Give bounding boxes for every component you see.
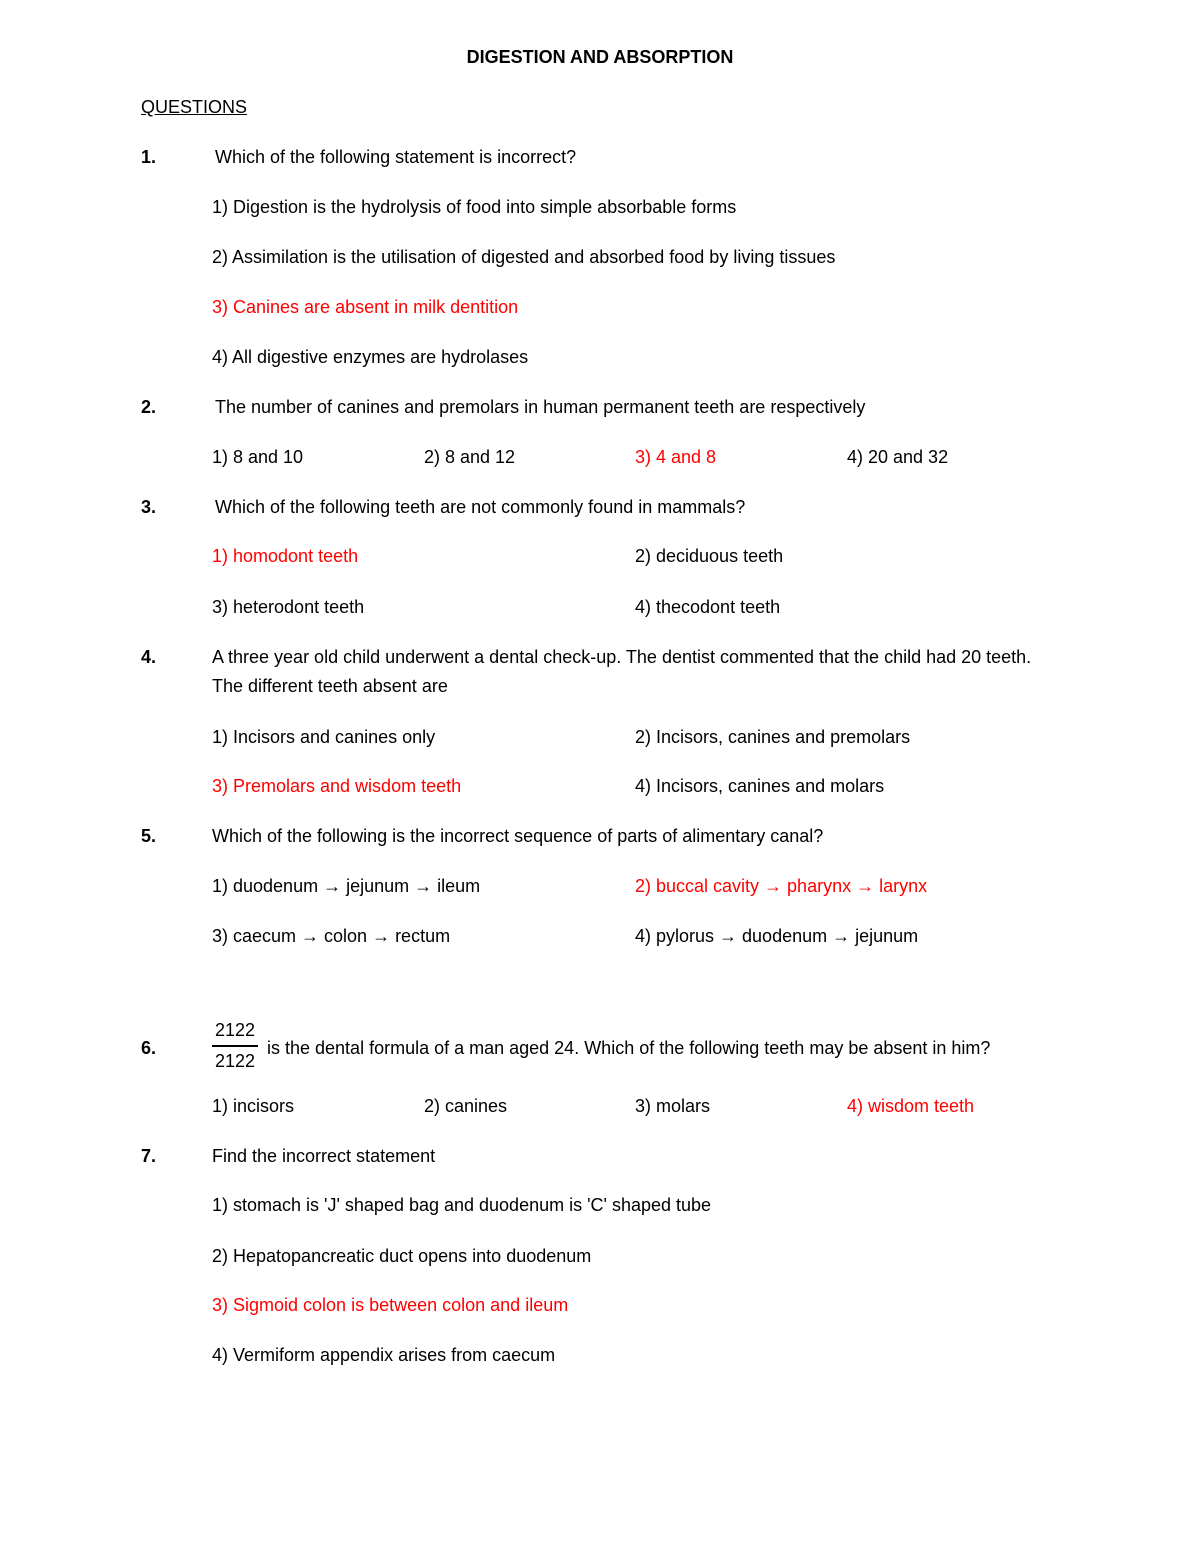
question-number: 5. bbox=[141, 826, 157, 846]
fraction-denominator: 2122 bbox=[214, 1051, 256, 1071]
option-2: 2) deciduous teeth bbox=[635, 546, 784, 566]
question-number: 4. bbox=[141, 647, 157, 667]
dental-formula-fraction bbox=[212, 1020, 258, 1072]
question-text: Which of the following teeth are not commonly found in mammals? bbox=[215, 497, 746, 517]
option-2: 2) canines bbox=[424, 1096, 508, 1116]
question-text: The number of canines and premolars in human permanent teeth are respectively bbox=[215, 397, 866, 417]
question-number: 1. bbox=[141, 147, 157, 167]
option-4: 4) pylorus → duodenum → jejunum bbox=[635, 926, 919, 946]
fraction-numerator: 2122 bbox=[212, 1020, 258, 1047]
option-4: 4) All digestive enzymes are hydrolases bbox=[212, 347, 529, 367]
option-1: 1) Digestion is the hydrolysis of food into simple absorbable forms bbox=[212, 197, 737, 217]
question-text: Which of the following is the incorrect sequence of parts of alimentary canal? bbox=[212, 826, 824, 846]
option-2: 2) Incisors, canines and premolars bbox=[635, 727, 911, 747]
option-3-correct: 3) Canines are absent in milk dentition bbox=[212, 297, 519, 317]
option-3-correct: 3) 4 and 8 bbox=[635, 447, 717, 467]
option-1: 1) stomach is 'J' shaped bag and duodenum is 'C' shaped tube bbox=[212, 1195, 712, 1215]
option-3: 3) caecum → colon → rectum bbox=[212, 926, 451, 946]
option-4: 4) Vermiform appendix arises from caecum bbox=[212, 1345, 556, 1365]
question-text: is the dental formula of a man aged 24. Which of the following teeth may be absent in him? bbox=[267, 1038, 991, 1058]
option-3-correct: 3) Sigmoid colon is between colon and ileum bbox=[212, 1295, 569, 1315]
option-4: 4) thecodont teeth bbox=[635, 597, 781, 617]
option-4: 4) 20 and 32 bbox=[847, 447, 949, 467]
question-number: 3. bbox=[141, 497, 157, 517]
option-1: 1) 8 and 10 bbox=[212, 447, 304, 467]
option-2: 2) Assimilation is the utilisation of digested and absorbed food by living tissues bbox=[212, 247, 836, 267]
section-heading: QUESTIONS bbox=[141, 97, 248, 117]
question-text: Find the incorrect statement bbox=[212, 1146, 436, 1166]
question-number: 7. bbox=[141, 1146, 157, 1166]
option-4: 4) Incisors, canines and molars bbox=[635, 776, 885, 796]
option-3: 3) molars bbox=[635, 1096, 711, 1116]
option-1: 1) duodenum → jejunum → ileum bbox=[212, 876, 481, 896]
option-1: 1) Incisors and canines only bbox=[212, 727, 436, 747]
question-number: 2. bbox=[141, 397, 157, 417]
option-1-correct: 1) homodont teeth bbox=[212, 546, 359, 566]
document-title: DIGESTION AND ABSORPTION bbox=[466, 47, 734, 67]
option-1: 1) incisors bbox=[212, 1096, 295, 1116]
option-2: 2) 8 and 12 bbox=[424, 447, 516, 467]
question-number: 6. bbox=[141, 1038, 157, 1058]
option-3: 3) heterodont teeth bbox=[212, 597, 365, 617]
option-4-correct: 4) wisdom teeth bbox=[847, 1096, 975, 1116]
question-text: Which of the following statement is incorrect? bbox=[215, 147, 577, 167]
option-2-correct: 2) buccal cavity → pharynx → larynx bbox=[635, 876, 928, 896]
question-text: A three year old child underwent a dental check-up. The dentist commented that the child had 20 teeth. The different teeth absent are bbox=[212, 647, 1032, 696]
option-2: 2) Hepatopancreatic duct opens into duodenum bbox=[212, 1246, 592, 1266]
option-3-correct: 3) Premolars and wisdom teeth bbox=[212, 776, 462, 796]
